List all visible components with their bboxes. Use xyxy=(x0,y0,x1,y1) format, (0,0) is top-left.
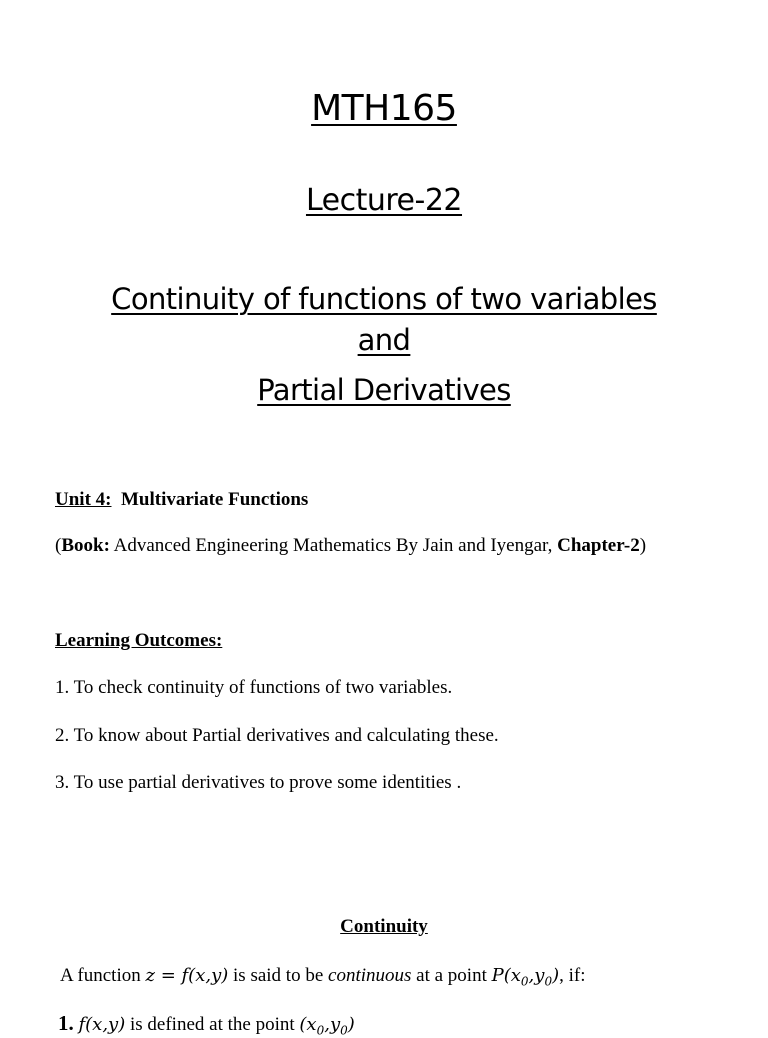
definition-term: continuous xyxy=(328,965,412,986)
learning-outcomes-heading: Learning Outcomes: xyxy=(55,630,223,651)
condition-number: 1. xyxy=(58,1011,74,1035)
book-open-paren: ( xyxy=(55,535,62,556)
learning-outcome-3: 3. To use partial derivatives to prove some identities . xyxy=(55,772,462,793)
definition-middle: is said to be xyxy=(228,965,329,986)
definition-function: z = f(x,y) xyxy=(145,965,229,986)
book-reference xyxy=(55,535,646,557)
title-line-2: and xyxy=(357,323,411,357)
continuity-condition-1 xyxy=(58,1011,355,1038)
lecture-number: Lecture-22 xyxy=(305,183,463,218)
definition-point: $P(x_0,y_0)$ xyxy=(491,965,560,989)
condition-point: $(x_0,y_0)$ xyxy=(299,1014,355,1038)
definition-prefix: A function xyxy=(60,965,146,986)
continuity-heading: Continuity xyxy=(340,916,428,937)
condition-text: is defined at the point xyxy=(125,1014,300,1035)
learning-outcome-1: 1. To check continuity of functions of two variables. xyxy=(55,677,453,698)
book-close-paren: ) xyxy=(639,535,647,556)
definition-suffix: , if: xyxy=(559,965,586,986)
title-line-1: Continuity of functions of two variables xyxy=(111,282,657,316)
course-code: MTH165 xyxy=(311,88,457,129)
continuity-definition xyxy=(60,965,586,989)
book-label: Book: xyxy=(61,535,110,556)
definition-point-text: at a point xyxy=(411,965,492,986)
book-chapter: Chapter-2 xyxy=(557,535,640,556)
condition-function: f(x,y) xyxy=(78,1014,126,1035)
title-line-3: Partial Derivatives xyxy=(257,373,511,407)
unit-line xyxy=(55,489,308,511)
unit-name: Multivariate Functions xyxy=(120,489,309,510)
book-title: Advanced Engineering Mathematics By Jain and Iyengar, xyxy=(109,535,558,556)
learning-outcome-2: 2. To know about Partial derivatives and calculating these. xyxy=(55,725,499,746)
unit-label: Unit 4: xyxy=(55,489,112,510)
